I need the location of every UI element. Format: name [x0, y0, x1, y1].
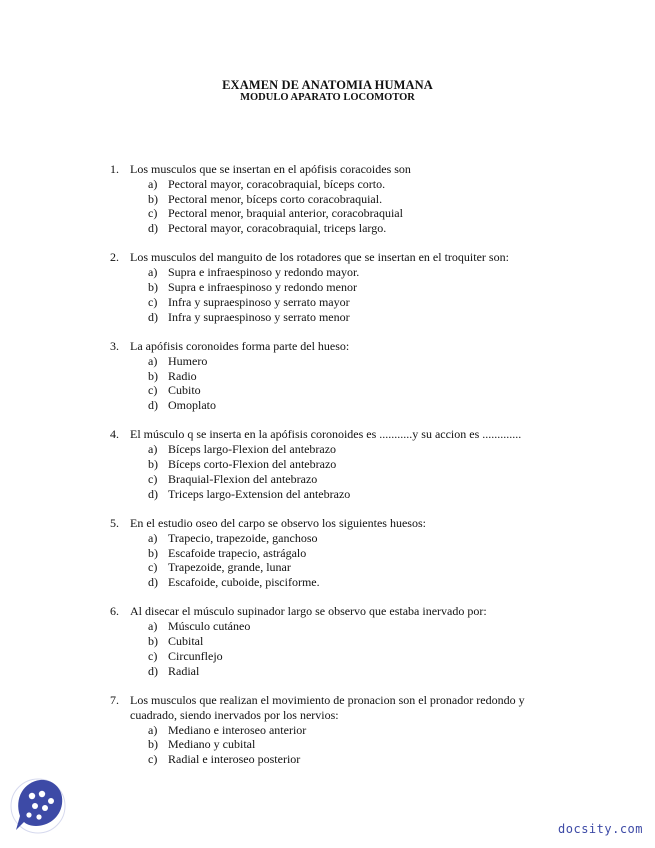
option-letter: a) — [148, 530, 158, 545]
option-letter: a) — [148, 722, 158, 737]
exam-subtitle: MODULO APARATO LOCOMOTOR — [240, 92, 415, 103]
option-letter: b) — [148, 368, 158, 383]
answer-option — [148, 398, 570, 413]
question-number: 7. — [110, 692, 119, 707]
option-text: Mediano e interoseo anterior — [168, 722, 307, 737]
answer-option — [148, 442, 570, 457]
answer-option — [148, 619, 570, 634]
option-text: Cubito — [168, 383, 201, 398]
option-letter: d) — [148, 309, 158, 324]
exam-title: EXAMEN DE ANATOMIA HUMANA — [222, 78, 433, 92]
question-text: En el estudio oseo del carpo se observo los siguientes huesos: — [130, 515, 426, 530]
answer-option — [148, 649, 570, 664]
question-item — [110, 339, 570, 413]
answer-option — [148, 457, 570, 472]
answer-option — [148, 265, 570, 280]
option-text: Bíceps largo-Flexion del antebrazo — [168, 442, 337, 457]
option-letter: c) — [148, 560, 158, 575]
option-text: Mediano y cubital — [168, 737, 256, 752]
answer-option — [148, 664, 570, 679]
option-text: Bíceps corto-Flexion del antebrazo — [168, 457, 337, 472]
answer-option — [148, 472, 570, 487]
question-header — [110, 250, 570, 265]
question-item — [110, 693, 570, 767]
answer-option — [148, 280, 570, 295]
option-letter: a) — [148, 176, 158, 191]
option-text: Pectoral menor, bíceps corto coracobraquial. — [168, 191, 383, 206]
option-letter: d) — [148, 663, 158, 678]
option-text: Escafoide trapecio, astrágalo — [168, 545, 307, 560]
question-text: Al disecar el músculo supinador largo se observo que estaba inervado por: — [130, 604, 487, 619]
question-header — [110, 516, 570, 531]
answer-option — [148, 723, 570, 738]
option-text: Músculo cutáneo — [168, 619, 251, 634]
option-text: Circunflejo — [168, 648, 223, 663]
option-letter: d) — [148, 486, 158, 501]
option-text: Cubital — [168, 634, 204, 649]
question-number: 5. — [110, 515, 119, 530]
option-text: Infra y supraespinoso y serrato menor — [168, 309, 350, 324]
option-text: Triceps largo-Extension del antebrazo — [168, 486, 351, 501]
question-header — [110, 604, 570, 619]
option-letter: b) — [148, 545, 158, 560]
question-item — [110, 604, 570, 678]
answer-option — [148, 369, 570, 384]
docsity-watermark[interactable]: docsity.com — [558, 822, 643, 836]
answer-option — [148, 487, 570, 502]
option-list — [110, 177, 570, 236]
docsity-logo-icon — [10, 772, 68, 834]
question-number: 6. — [110, 604, 119, 619]
answer-option — [148, 531, 570, 546]
question-header — [110, 162, 570, 177]
answer-option — [148, 310, 570, 325]
answer-option — [148, 221, 570, 236]
option-text: Radial — [168, 663, 200, 678]
answer-option — [148, 737, 570, 752]
answer-option — [148, 560, 570, 575]
question-number: 4. — [110, 427, 119, 442]
option-text: Supra e infraespinoso y redondo mayor. — [168, 265, 360, 280]
answer-option — [148, 177, 570, 192]
option-text: Omoplato — [168, 398, 216, 413]
option-letter: a) — [148, 619, 158, 634]
option-letter: c) — [148, 648, 158, 663]
option-letter: c) — [148, 206, 158, 221]
option-letter: a) — [148, 353, 158, 368]
option-letter: a) — [148, 442, 158, 457]
answer-option — [148, 192, 570, 207]
option-letter: c) — [148, 294, 158, 309]
option-text: Infra y supraespinoso y serrato mayor — [168, 294, 350, 309]
option-text: Escafoide, cuboide, pisciforme. — [168, 575, 320, 590]
option-text: Trapecio, trapezoide, ganchoso — [168, 530, 318, 545]
question-number: 3. — [110, 338, 119, 353]
option-letter: b) — [148, 191, 158, 206]
option-list — [110, 723, 570, 767]
option-text: Trapezoide, grande, lunar — [168, 560, 291, 575]
option-letter: b) — [148, 457, 158, 472]
option-letter: d) — [148, 575, 158, 590]
answer-option — [148, 634, 570, 649]
option-text: Braquial-Flexion del antebrazo — [168, 471, 318, 486]
option-letter: c) — [148, 752, 158, 767]
question-item — [110, 162, 570, 236]
question-item — [110, 250, 570, 324]
option-text: Pectoral mayor, coracobraquial, triceps largo. — [168, 221, 387, 236]
question-header — [110, 427, 570, 442]
option-text: Pectoral mayor, coracobraquial, bíceps corto. — [168, 176, 386, 191]
question-list — [110, 162, 570, 781]
option-letter: d) — [148, 398, 158, 413]
question-item — [110, 427, 570, 501]
option-text: Radio — [168, 368, 197, 383]
answer-option — [148, 383, 570, 398]
question-number: 2. — [110, 250, 119, 265]
question-text: La apófisis coronoides forma parte del hueso: — [130, 338, 350, 353]
option-text: Pectoral menor, braquial anterior, coracobraquial — [168, 206, 403, 221]
answer-option — [148, 752, 570, 767]
option-letter: b) — [148, 280, 158, 295]
question-text: El músculo q se inserta en la apófisis coronoides es ...........y su accion es ............. — [130, 427, 522, 442]
option-list — [110, 619, 570, 678]
question-number: 1. — [110, 162, 119, 176]
question-item — [110, 516, 570, 590]
option-letter: c) — [148, 471, 158, 486]
option-letter: a) — [148, 265, 158, 280]
option-list — [110, 442, 570, 501]
answer-option — [148, 546, 570, 561]
option-text: Supra e infraespinoso y redondo menor — [168, 280, 357, 295]
option-letter: b) — [148, 634, 158, 649]
option-list — [110, 265, 570, 324]
answer-option — [148, 206, 570, 221]
question-header — [110, 693, 570, 723]
option-text: Humero — [168, 353, 208, 368]
option-list — [110, 354, 570, 413]
option-text: Radial e interoseo posterior — [168, 752, 301, 767]
question-text: Los musculos que realizan el movimiento de pronacion son el pronador redondo y cuadrado, siendo inervados por los nervios: — [130, 692, 525, 722]
question-header — [110, 339, 570, 354]
question-text: Los musculos del manguito de los rotadores que se insertan en el troquiter son: — [130, 250, 509, 265]
answer-option — [148, 575, 570, 590]
option-list — [110, 531, 570, 590]
option-letter: c) — [148, 383, 158, 398]
question-text: Los musculos que se insertan en el apófisis coracoides son — [130, 162, 411, 176]
answer-option — [148, 354, 570, 369]
answer-option — [148, 295, 570, 310]
option-letter: b) — [148, 737, 158, 752]
option-letter: d) — [148, 221, 158, 236]
